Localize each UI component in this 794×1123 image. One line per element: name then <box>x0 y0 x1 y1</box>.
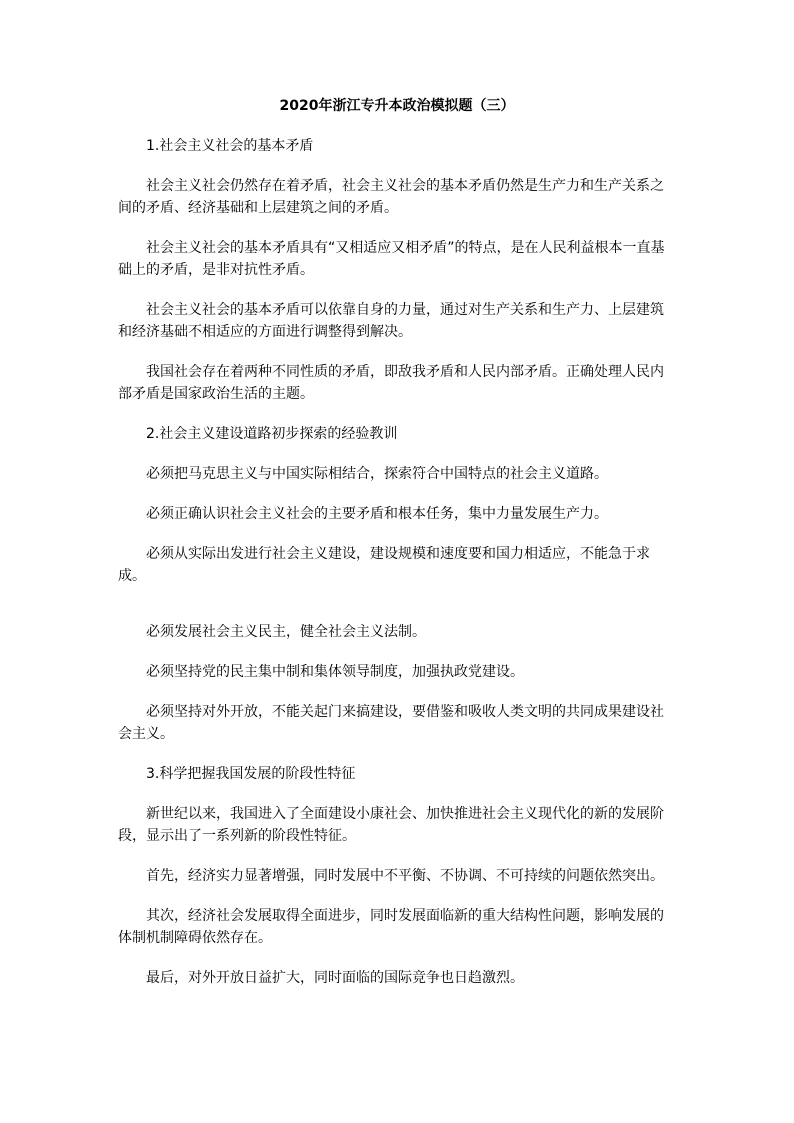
section-1-paragraph-4: 我国社会存在着两种不同性质的矛盾，即敌我矛盾和人民内部矛盾。正确处理人民内部矛盾是国家政治生活的主题。 <box>118 364 664 402</box>
section-3-heading: 3.科学把握我国发展的阶段性特征 <box>146 766 356 782</box>
section-2-paragraph-2: 必须正确认识社会主义社会的主要矛盾和根本任务，集中力量发展生产力。 <box>146 506 608 522</box>
section-1-heading: 1.社会主义社会的基本矛盾 <box>146 138 314 154</box>
section-3-paragraph-3: 其次，经济社会发展取得全面进步，同时发展面临新的重大结构性问题，影响发展的体制机制障碍依然存在。 <box>118 908 664 946</box>
section-2-paragraph-1: 必须把马克思主义与中国实际相结合，探索符合中国特点的社会主义道路。 <box>146 466 608 482</box>
document-title: 2020年浙江专升本政治模拟题（三） <box>279 98 515 114</box>
section-2-paragraph-5: 必须坚持党的民主集中制和集体领导制度，加强执政党建设。 <box>146 664 524 680</box>
section-3-paragraph-4: 最后，对外开放日益扩大，同时面临的国际竞争也日趋激烈。 <box>146 970 524 986</box>
section-2-paragraph-3: 必须从实际出发进行社会主义建设，建设规模和速度要和国力相适应，不能急于求成。 <box>118 546 650 584</box>
section-2-paragraph-4: 必须发展社会主义民主，健全社会主义法制。 <box>146 624 426 640</box>
section-3-paragraph-1: 新世纪以来，我国进入了全面建设小康社会、加快推进社会主义现代化的新的发展阶段，显示出了一系列新的阶段性特征。 <box>118 806 664 844</box>
section-1-paragraph-3: 社会主义社会的基本矛盾可以依靠自身的力量，通过对生产关系和生产力、上层建筑和经济基础不相适应的方面进行调整得到解决。 <box>118 302 664 340</box>
section-3-paragraph-2: 首先，经济实力显著增强，同时发展中不平衡、不协调、不可持续的问题依然突出。 <box>146 868 664 884</box>
section-1-paragraph-2: 社会主义社会的基本矛盾具有“又相适应又相矛盾”的特点，是在人民利益根本一直基础上的矛盾，是非对抗性矛盾。 <box>118 240 665 278</box>
section-2-paragraph-6: 必须坚持对外开放，不能关起门来搞建设，要借鉴和吸收人类文明的共同成果建设社会主义。 <box>118 704 664 742</box>
section-2-heading: 2.社会主义建设道路初步探索的经验教训 <box>146 426 398 442</box>
section-1-paragraph-1: 社会主义社会仍然存在着矛盾，社会主义社会的基本矛盾仍然是生产力和生产关系之间的矛盾、经济基础和上层建筑之间的矛盾。 <box>118 178 664 216</box>
